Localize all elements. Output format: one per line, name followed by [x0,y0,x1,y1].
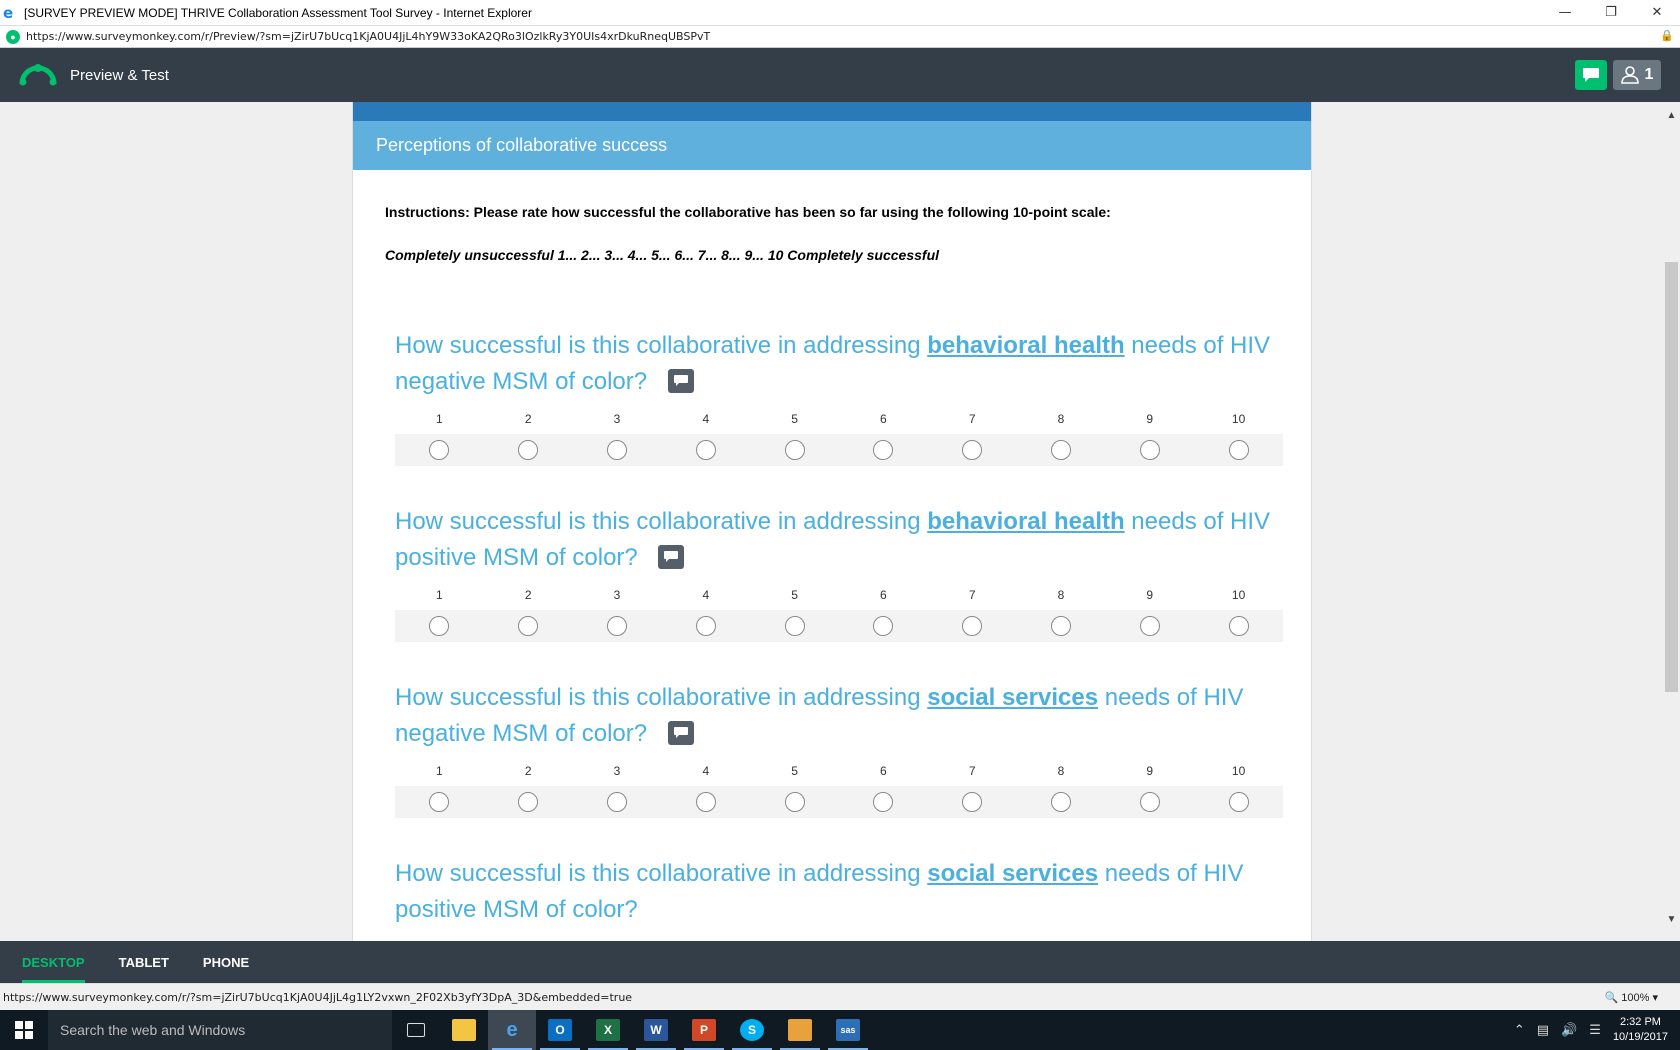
rating-radio-5[interactable] [785,616,805,636]
question-keyword: social services [927,860,1099,887]
scale-label: 6 [880,764,887,778]
collaborators-button[interactable] [1613,60,1661,90]
powerpoint-icon[interactable]: P [680,1010,728,1050]
window-controls [1542,0,1680,25]
close-icon[interactable]: ✕ [1651,5,1663,20]
rating-radio-10[interactable] [1229,440,1249,460]
preview-title: Preview & Test [70,66,169,84]
rating-radio-10[interactable] [1229,616,1249,636]
question-text: needs of HIV negative MSM of color? [395,332,1271,395]
scale-label: 1 [436,412,443,426]
rating-radio-7[interactable] [962,792,982,812]
question-text: needs of HIV negative MSM of color? [395,684,1244,747]
windows-logo-icon [15,1021,33,1039]
question-keyword: social services [927,684,1099,711]
instructions-text: Instructions: Please rate how successful the collaborative has been so far using the following 10-point scale: [385,204,1111,220]
comment-icon[interactable] [658,545,684,569]
question-keyword: behavioral health [927,508,1125,535]
rating-radio-3[interactable] [607,792,627,812]
scale-label: 7 [968,412,976,426]
show-hidden-icons-icon[interactable]: ⌃ [1513,1022,1525,1038]
device-preview-bar [0,941,1680,983]
rating-radio-3[interactable] [607,616,627,636]
question-title [395,856,1283,928]
clock-time: 2:32 PM [1619,1016,1661,1028]
scale-label: 9 [1146,412,1154,426]
comment-icon[interactable] [668,369,694,393]
rating-radio-3[interactable] [607,440,627,460]
minimize-icon[interactable]: — [1558,5,1572,20]
rating-radio-5[interactable] [785,792,805,812]
tab-tablet[interactable]: TABLET [118,954,169,970]
scale-labels [395,764,1283,780]
scale-label: 7 [968,764,976,778]
rating-radio-9[interactable] [1140,792,1160,812]
task-view-icon[interactable] [392,1010,440,1050]
question-text: How successful is this collaborative in addressing [395,332,928,359]
start-button[interactable] [0,1010,48,1050]
rating-radio-9[interactable] [1140,440,1160,460]
scale-label: 3 [613,764,621,778]
scale-label: 10 [1231,588,1246,602]
scale-label: 2 [524,764,532,778]
scale-label: 10 [1231,764,1246,778]
browser-status-bar [0,983,1680,1010]
survey-viewport [0,102,1680,941]
scale-label: 5 [791,412,798,426]
question-text: needs of HIV positive MSM of color? [395,508,1271,571]
system-tray [1508,1010,1680,1050]
rating-radio-7[interactable] [962,616,982,636]
zoom-value: 100% [1621,991,1650,1004]
file-explorer-icon[interactable] [440,1010,488,1050]
question-text: How successful is this collaborative in addressing [395,860,928,887]
site-favicon-icon: ● [6,30,20,44]
rating-radio-8[interactable] [1051,440,1071,460]
action-center-icon[interactable]: ☰ [1589,1022,1601,1038]
image-viewer-icon[interactable] [776,1010,824,1050]
rating-row [395,786,1283,818]
question-2 [395,504,1283,642]
surveymonkey-header [0,48,1680,102]
internet-explorer-taskbar-icon[interactable]: e [488,1010,536,1050]
clock-date: 10/19/2017 [1612,1031,1668,1043]
scale-label: 10 [1231,412,1246,426]
scale-label: 4 [702,764,710,778]
taskbar-clock[interactable] [1613,1015,1668,1045]
network-icon[interactable]: ▤ [1536,1022,1550,1038]
zoom-level[interactable]: 🔍 100% ▾ [1604,991,1658,1004]
scale-label: 8 [1057,764,1065,778]
scroll-down-icon[interactable]: ▼ [1666,914,1677,925]
scroll-up-icon[interactable]: ▲ [1666,110,1677,121]
scale-label: 3 [613,588,621,602]
scale-label: 1 [436,764,443,778]
question-title [395,680,1283,752]
address-bar[interactable] [0,25,1680,48]
chat-bubble-icon [1582,67,1600,83]
question-keyword: behavioral health [927,332,1125,359]
question-text: How successful is this collaborative in addressing [395,508,928,535]
tab-desktop[interactable]: DESKTOP [22,954,85,970]
question-text: How successful is this collaborative in addressing [395,684,928,711]
vertical-scrollbar[interactable] [1663,102,1680,941]
scale-label: 5 [791,764,798,778]
restore-icon[interactable]: ❐ [1605,5,1617,20]
scale-label: 8 [1057,412,1065,426]
rating-radio-10[interactable] [1229,792,1249,812]
rating-radio-1[interactable] [429,616,449,636]
word-icon[interactable]: W [632,1010,680,1050]
address-url[interactable]: https://www.surveymonkey.com/r/Preview/?sm=jZirU7bUcq1KjA0U4JjL4hY9W33oKA2QRo3lOzlkRy3Y0UIs4xrDkuRneqUBSPvT [26,30,711,43]
surveymonkey-logo-icon[interactable] [18,62,58,88]
comment-icon[interactable] [668,721,694,745]
scale-labels [395,412,1283,428]
skype-icon[interactable]: S [728,1010,776,1050]
tab-phone[interactable]: PHONE [202,954,250,970]
rating-radio-2[interactable] [518,440,538,460]
status-url: https://www.surveymonkey.com/r/?sm=jZirU7bUcq1KjA0U4JjL4g1LY2vxwn_2F02Xb3yfY3DpA_3D&embedded=true [3,990,633,1004]
rating-radio-6[interactable] [873,792,893,812]
page-heading: Perceptions of collaborative success [353,121,1311,170]
question-4 [395,856,1283,928]
excel-icon[interactable]: X [584,1010,632,1050]
question-3 [395,680,1283,818]
scale-label: 7 [968,588,976,602]
internet-explorer-icon: e [3,3,14,22]
rating-radio-2[interactable] [518,616,538,636]
question-text: needs of HIV positive MSM of color? [395,860,1244,923]
rating-radio-1[interactable] [429,440,449,460]
rating-radio-4[interactable] [696,616,716,636]
windows-taskbar [0,1010,1680,1050]
taskbar-search[interactable]: Search the web and Windows [48,1010,392,1050]
rating-radio-9[interactable] [1140,616,1160,636]
question-title [395,328,1283,400]
scale-labels [395,588,1283,604]
window-title: [SURVEY PREVIEW MODE] THRIVE Collaboration Assessment Tool Survey - Internet Explorer [24,5,532,20]
scale-label: 6 [880,588,887,602]
survey-page [352,102,1312,941]
scale-label: 3 [613,412,621,426]
rating-radio-4[interactable] [696,440,716,460]
scale-description: Completely unsuccessful 1... 2... 3... 4... 5... 6... 7... 8... 9... 10 Completely successful [385,247,940,263]
rating-radio-1[interactable] [429,792,449,812]
question-title [395,504,1283,576]
rating-radio-2[interactable] [518,792,538,812]
sas-icon[interactable]: sas [824,1010,872,1050]
scale-label: 9 [1146,588,1154,602]
window-titlebar [0,0,1680,25]
rating-radio-6[interactable] [873,440,893,460]
scale-label: 8 [1057,588,1065,602]
volume-icon[interactable]: 🔊 [1561,1022,1578,1038]
rating-row [395,434,1283,466]
scale-label: 2 [524,412,532,426]
rating-radio-8[interactable] [1051,792,1071,812]
scale-label: 2 [524,588,532,602]
rating-radio-7[interactable] [962,440,982,460]
scale-label: 5 [791,588,798,602]
survey-top-band [353,102,1311,121]
rating-radio-5[interactable] [785,440,805,460]
rating-radio-6[interactable] [873,616,893,636]
lock-icon[interactable]: 🔒 [1660,30,1674,42]
scale-label: 4 [702,588,710,602]
user-icon [1621,66,1639,84]
scale-label: 4 [702,412,710,426]
outlook-icon[interactable]: O [536,1010,584,1050]
feedback-button[interactable] [1575,60,1607,90]
scale-label: 6 [880,412,887,426]
rating-row [395,610,1283,642]
rating-radio-4[interactable] [696,792,716,812]
scale-label: 9 [1146,764,1154,778]
scroll-thumb[interactable] [1665,262,1678,692]
question-1 [395,328,1283,466]
rating-radio-8[interactable] [1051,616,1071,636]
collaborator-count: 1 [1644,66,1654,83]
scale-label: 1 [436,588,443,602]
